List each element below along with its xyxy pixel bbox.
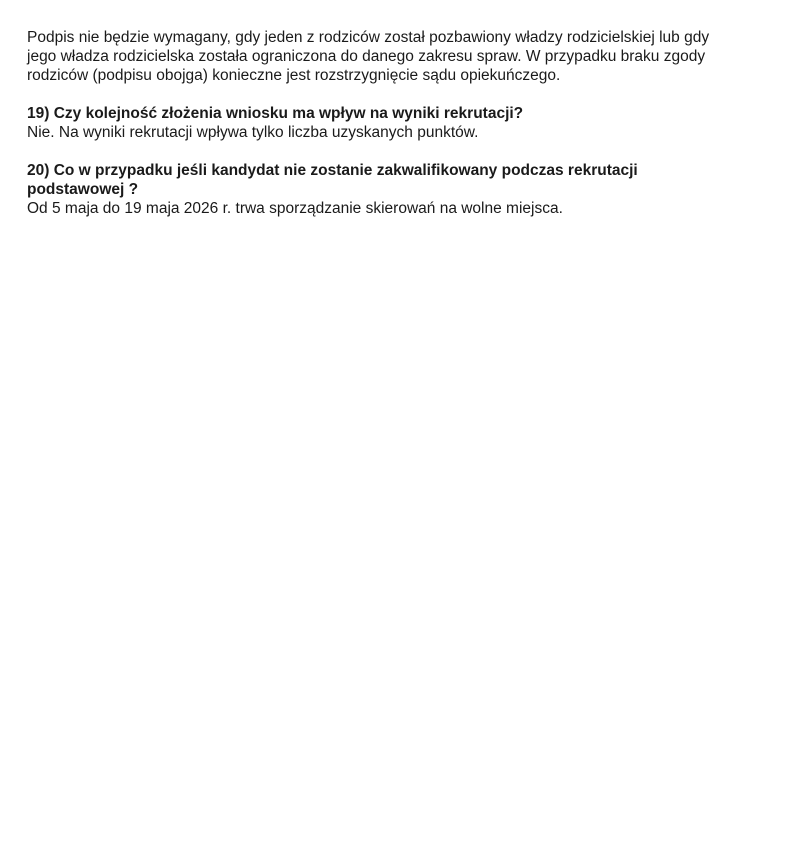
document-page xyxy=(27,28,717,218)
faq-answer: Od 5 maja do 19 maja 2026 r. trwa sporządzanie skierowań na wolne miejsca. xyxy=(27,200,563,217)
faq-question: 20) Co w przypadku jeśli kandydat nie zostanie zakwalifikowany podczas rekrutacji podstawowej ? xyxy=(27,162,638,198)
faq-item-20 xyxy=(27,161,717,218)
intro-paragraph: Podpis nie będzie wymagany, gdy jeden z rodziców został pozbawiony władzy rodzicielskiej lub gdy jego władza rodzicielska została ograniczona do danego zakresu spraw. W przypadku braku zgody rodziców (podpisu obojga) konieczne jest rozstrzygnięcie sądu opiekuńczego. xyxy=(27,29,710,84)
faq-item-19 xyxy=(27,104,717,142)
faq-question: 19) Czy kolejność złożenia wniosku ma wpływ na wyniki rekrutacji? xyxy=(27,105,524,122)
faq-answer: Nie. Na wyniki rekrutacji wpływa tylko liczba uzyskanych punktów. xyxy=(27,124,479,141)
